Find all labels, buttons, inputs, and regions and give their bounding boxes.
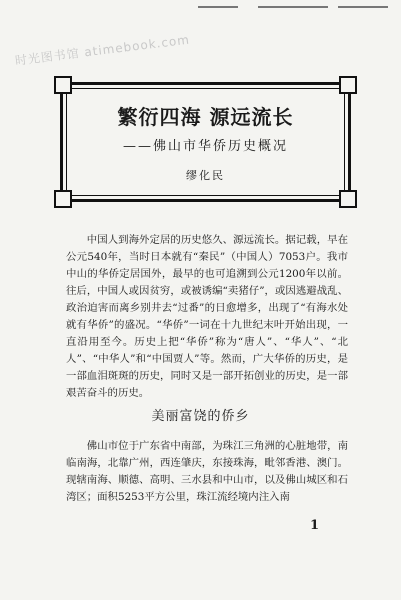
paragraph: 佛山市位于广东省中南部，为珠江三角洲的心脏地带，南临南海，北靠广州，西连肇庆，东接珠海，毗邻香港、澳门。现辖南海、顺德、高明、三水县和中山市，以及佛山城区和石湾区；面积5253平方公里，珠江流经境内注入南 xyxy=(66,440,348,503)
section-text xyxy=(66,438,348,506)
frame-corner-ornament xyxy=(54,76,72,94)
frame-corner-ornament xyxy=(54,190,72,208)
article-author: 缪化民 xyxy=(186,169,225,182)
article-title: 繁衍四海 源远流长 xyxy=(117,105,294,129)
title-frame xyxy=(60,82,351,202)
section-heading: 美丽富饶的侨乡 xyxy=(151,409,250,424)
paragraph: 中国人到海外定居的历史悠久、源远流长。据记载，早在公元540年，当时日本就有“秦民”（中国人）7053户。我市中山的华侨定居国外，最早的也可追溯到公元1200年以前。往后，中国人或因贫穷，或被诱编“卖猪仔”，或因逃避战乱、政治迫害而离乡别井去“过番”的日愈增多，出现了“有海水处就有华侨”的盛况。“华侨”一词在十九世纪末叶开始出现，一直沿用至今。历史上把“华侨”称为“唐人”、“华人”、“北人”、“中华人”和“中国贾人”等。然而，广大华侨的历史，是一部血泪斑斑的历史，同时又是一部开拓创业的历史，是一部艰苦奋斗的历史。 xyxy=(66,234,348,399)
watermark: 时光图书馆 atimebook.com xyxy=(14,32,191,68)
frame-corner-ornament xyxy=(339,76,357,94)
intro-text xyxy=(66,232,348,402)
frame-corner-ornament xyxy=(339,190,357,208)
header-rule-right xyxy=(338,6,388,8)
page-number: 1 xyxy=(310,518,320,533)
header-rule-left xyxy=(198,6,238,8)
header-rule-middle xyxy=(258,6,328,8)
article-subtitle: ——佛山市华侨历史概况 xyxy=(122,139,288,154)
